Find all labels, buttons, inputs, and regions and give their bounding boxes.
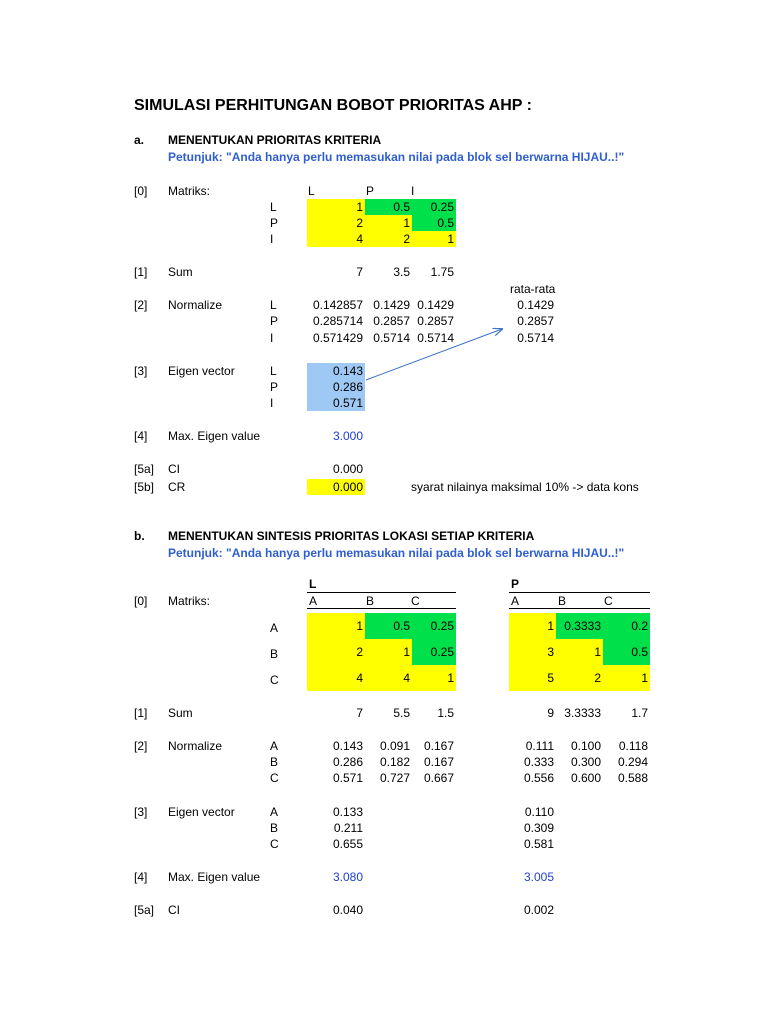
matrix-input-cell[interactable]: 0.25 <box>412 613 456 639</box>
matrix-cell: 1 <box>307 199 365 215</box>
ci-value: 0.000 <box>332 462 363 476</box>
sum-value: 7 <box>356 265 363 279</box>
header-underline <box>307 592 456 593</box>
eigen-vector-label: Eigen vector <box>168 805 235 819</box>
step-label: [1] <box>134 706 148 720</box>
max-eigen-label: Max. Eigen value <box>168 870 261 884</box>
matrix-input-cell[interactable]: 0.5 <box>603 639 650 665</box>
normalize-value: 0.667 <box>423 771 454 785</box>
row-label: C <box>270 673 279 687</box>
section-a-heading: MENENTUKAN PRIORITAS KRITERIA <box>168 133 382 147</box>
normalize-value: 0.167 <box>423 739 454 753</box>
row-label: I <box>270 396 274 410</box>
row-label: A <box>270 621 279 635</box>
matrix-input-cell[interactable]: 0.5 <box>365 199 412 215</box>
matrix-cell: 1 <box>365 215 412 231</box>
eigen-vector-value: 0.110 <box>524 805 554 819</box>
normalize-value: 0.571 <box>332 771 363 785</box>
matrix-cell: 1 <box>556 639 603 665</box>
header-underline <box>509 608 650 609</box>
matrix-input-cell[interactable]: 0.3333 <box>556 613 603 639</box>
row-label: P <box>270 314 279 328</box>
ci-value: 0.040 <box>332 903 363 917</box>
matrix-cell: 4 <box>307 231 365 247</box>
eigen-vector-value: 0.143 <box>307 363 365 379</box>
matrix-cell: 4 <box>307 665 365 691</box>
column-header: A <box>511 594 520 608</box>
matrix-cell: 1 <box>412 665 456 691</box>
sum-value: 9 <box>547 706 554 720</box>
normalize-value: 0.286 <box>332 755 363 769</box>
row-label: I <box>270 232 274 246</box>
matrix-input-cell[interactable]: 0.25 <box>412 199 456 215</box>
column-header: C <box>411 594 420 608</box>
matrix-cell: 1 <box>412 231 456 247</box>
normalize-value: 0.285714 <box>312 314 363 328</box>
normalize-value: 0.300 <box>570 755 601 769</box>
sum-value: 3.5 <box>393 265 410 279</box>
normalize-value: 0.100 <box>570 739 601 753</box>
normalize-value: 0.118 <box>618 739 648 753</box>
ci-label: CI <box>168 462 180 476</box>
column-header: C <box>604 594 613 608</box>
matrix-cell: 3 <box>509 639 556 665</box>
row-label: B <box>270 647 279 661</box>
matrix-cell: 2 <box>556 665 603 691</box>
max-eigen-value: 3.005 <box>523 870 554 884</box>
row-label: I <box>270 331 274 345</box>
eigen-vector-value: 0.571 <box>307 395 365 411</box>
normalize-value: 0.167 <box>423 755 454 769</box>
normalize-value: 0.333 <box>523 755 554 769</box>
sum-label: Sum <box>168 706 193 720</box>
section-a-marker: a. <box>134 133 145 147</box>
matrix-input-cell[interactable]: 0.2 <box>603 613 650 639</box>
average-value: 0.1429 <box>517 298 554 312</box>
step-label: [0] <box>134 594 148 608</box>
step-label: [2] <box>134 298 148 312</box>
matrix-cell: 2 <box>365 231 412 247</box>
normalize-value: 0.111 <box>525 739 554 753</box>
header-underline <box>307 608 456 609</box>
normalize-value: 0.2857 <box>373 314 410 328</box>
normalize-value: 0.143 <box>332 739 363 753</box>
section-b-marker: b. <box>134 529 145 543</box>
column-header: B <box>558 594 567 608</box>
average-value: 0.2857 <box>517 314 554 328</box>
normalize-value: 0.1429 <box>417 298 454 312</box>
sum-value: 1.5 <box>437 706 454 720</box>
sum-label: Sum <box>168 265 193 279</box>
section-a-hint: Petunjuk: "Anda hanya perlu memasukan nilai pada blok sel berwarna HIJAU..!" <box>168 150 625 164</box>
normalize-value: 0.1429 <box>373 298 410 312</box>
eigen-vector-value: 0.286 <box>307 379 365 395</box>
normalize-value: 0.588 <box>617 771 648 785</box>
sum-value: 5.5 <box>393 706 410 720</box>
step-label: [4] <box>134 429 148 443</box>
matrix-input-cell[interactable]: 0.25 <box>412 639 456 665</box>
page-title: SIMULASI PERHITUNGAN BOBOT PRIORITAS AHP : <box>134 97 532 114</box>
step-label: [5a] <box>134 903 155 917</box>
normalize-value: 0.727 <box>379 771 410 785</box>
row-label: L <box>270 200 277 214</box>
row-label: C <box>270 771 279 785</box>
step-label: [0] <box>134 184 148 198</box>
matrix-cell: 1 <box>307 613 365 639</box>
row-label: P <box>270 216 279 230</box>
column-header: I <box>411 184 415 198</box>
normalize-value: 0.600 <box>570 771 601 785</box>
eigen-vector-label: Eigen vector <box>168 364 235 378</box>
matriks-label: Matriks: <box>168 594 210 608</box>
column-header: P <box>366 184 375 198</box>
normalize-value: 0.5714 <box>417 331 454 345</box>
normalize-value: 0.5714 <box>373 331 410 345</box>
cr-value: 0.000 <box>307 479 365 495</box>
matrix-input-cell[interactable]: 0.5 <box>412 215 456 231</box>
eigen-vector-value: 0.309 <box>523 821 554 835</box>
row-label: B <box>270 821 279 835</box>
step-label: [1] <box>134 265 148 279</box>
cr-label: CR <box>168 480 186 494</box>
normalize-value: 0.091 <box>379 739 410 753</box>
normalize-value: 0.571429 <box>312 331 363 345</box>
matrix-cell: 2 <box>307 215 365 231</box>
matrix-cell: 1 <box>365 639 412 665</box>
normalize-label: Normalize <box>168 739 223 753</box>
matrix-cell: 2 <box>307 639 365 665</box>
max-eigen-value: 3.000 <box>332 429 363 443</box>
sum-value: 3.3333 <box>564 706 601 720</box>
average-value: 0.5714 <box>517 331 554 345</box>
normalize-value: 0.142857 <box>312 298 363 312</box>
step-label: [5a] <box>134 462 155 476</box>
ci-value: 0.002 <box>523 903 554 917</box>
section-b-heading: MENENTUKAN SINTESIS PRIORITAS LOKASI SETIAP KRITERIA <box>168 529 535 543</box>
eigen-vector-value: 0.211 <box>333 821 363 835</box>
normalize-value: 0.182 <box>379 755 410 769</box>
step-label: [2] <box>134 739 148 753</box>
max-eigen-value: 3.080 <box>332 870 363 884</box>
matriks-label: Matriks: <box>168 184 210 198</box>
matrix-cell: 1 <box>603 665 650 691</box>
row-label: A <box>270 805 279 819</box>
normalize-value: 0.294 <box>617 755 648 769</box>
eigen-vector-value: 0.581 <box>523 837 554 851</box>
step-label: [3] <box>134 364 148 378</box>
normalize-value: 0.2857 <box>417 314 454 328</box>
column-header: L <box>308 184 315 198</box>
sum-value: 1.7 <box>631 706 648 720</box>
eigen-vector-value: 0.133 <box>332 805 363 819</box>
header-underline <box>509 592 650 593</box>
criterion-l-title: L <box>309 577 317 591</box>
step-label: [4] <box>134 870 148 884</box>
column-header: A <box>309 594 318 608</box>
column-header: B <box>366 594 375 608</box>
row-label: A <box>270 739 279 753</box>
eigen-vector-value: 0.655 <box>332 837 363 851</box>
sum-value: 7 <box>356 706 363 720</box>
matrix-cell: 4 <box>365 665 412 691</box>
average-header: rata-rata <box>510 282 556 296</box>
row-label: P <box>270 380 279 394</box>
row-label: L <box>270 364 277 378</box>
criterion-p-title: P <box>511 577 520 591</box>
row-label: B <box>270 755 279 769</box>
max-eigen-label: Max. Eigen value <box>168 429 261 443</box>
matrix-cell: 1 <box>509 613 556 639</box>
normalize-label: Normalize <box>168 298 223 312</box>
cr-note: syarat nilainya maksimal 10% -> data kons <box>411 480 639 494</box>
normalize-value: 0.556 <box>523 771 554 785</box>
matrix-input-cell[interactable]: 0.5 <box>365 613 412 639</box>
ci-label: CI <box>168 903 180 917</box>
step-label: [3] <box>134 805 148 819</box>
step-label: [5b] <box>134 480 155 494</box>
row-label: L <box>270 298 277 312</box>
row-label: C <box>270 837 279 851</box>
section-b-hint: Petunjuk: "Anda hanya perlu memasukan nilai pada blok sel berwarna HIJAU..!" <box>168 546 625 560</box>
matrix-cell: 5 <box>509 665 556 691</box>
sum-value: 1.75 <box>430 265 454 279</box>
